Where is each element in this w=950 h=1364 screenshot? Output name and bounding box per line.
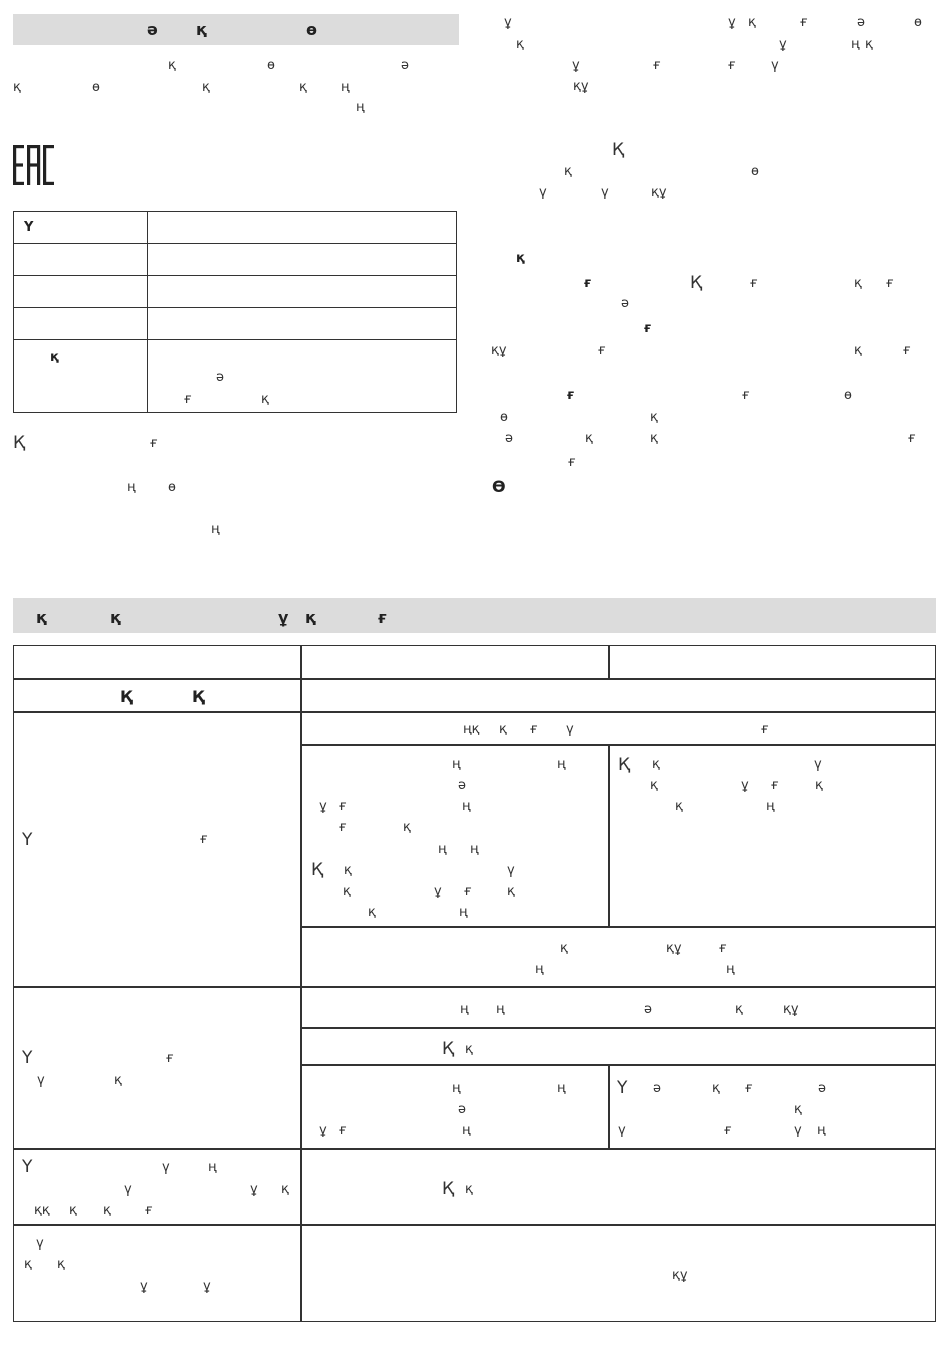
section-header-band (13, 598, 936, 633)
glyph: ң (127, 480, 136, 495)
glyph: ұ (572, 58, 580, 73)
glyph: қ (114, 1073, 122, 1088)
glyph: ң (341, 80, 350, 95)
glyph: қ (465, 1042, 473, 1057)
glyph: ғ (584, 276, 592, 291)
glyph: ң (557, 1081, 566, 1096)
eac-logo-icon (13, 145, 55, 185)
glyph: ә (653, 1081, 661, 1096)
glyph: Қ (690, 273, 703, 293)
header-glyph: қ (305, 608, 316, 627)
glyph: қ (465, 1182, 473, 1197)
glyph: ү (618, 1123, 626, 1138)
spec-label: Ү (24, 220, 34, 235)
glyph: ң (766, 799, 775, 814)
glyph: ү (601, 185, 609, 200)
glyph: ғ (728, 58, 736, 73)
glyph: Ү (22, 1048, 33, 1068)
glyph: қ (403, 820, 411, 835)
glyph: қ (507, 884, 515, 899)
glyph: қ (585, 431, 593, 446)
glyph: ңқ (463, 722, 480, 737)
glyph: құ (783, 1002, 799, 1017)
glyph: ғ (750, 276, 758, 291)
glyph: Қ (13, 433, 26, 453)
glyph: ө (914, 15, 922, 30)
glyph: қ (202, 80, 210, 95)
glyph: ө (751, 164, 759, 179)
glyph: ғ (745, 1081, 753, 1096)
glyph: қ (815, 778, 823, 793)
glyph: ғ (339, 820, 347, 835)
glyph: ғ (771, 778, 779, 793)
glyph: ғ (742, 388, 750, 403)
glyph: қ (652, 757, 660, 772)
glyph: ң (726, 962, 735, 977)
glyph: Қ (120, 687, 133, 706)
glyph: қ (516, 37, 524, 52)
header-glyph: ә (147, 20, 158, 39)
header-glyph: ұ (278, 608, 289, 627)
glyph: ү (507, 863, 515, 878)
glyph: құ (491, 343, 507, 358)
spec-value-cell (148, 276, 457, 308)
glyph: құ (573, 79, 589, 94)
glyph: ә (458, 778, 466, 793)
glyph: ғ (598, 343, 606, 358)
glyph: ө (844, 388, 852, 403)
glyph: Ү (22, 1157, 33, 1177)
glyph: ғ (886, 276, 894, 291)
glyph: ү (566, 722, 574, 737)
glyph: қ (368, 905, 376, 920)
glyph: ү (539, 185, 547, 200)
glyph: Ү (617, 1078, 628, 1098)
glyph: қ (13, 80, 21, 95)
spec-label-cell (14, 212, 148, 244)
glyph: ұ (319, 1123, 327, 1138)
glyph: ұ (319, 799, 327, 814)
glyph: қ (650, 778, 658, 793)
glyph: ң (535, 962, 544, 977)
header-glyph: қ (36, 608, 47, 627)
glyph: ү (36, 1236, 44, 1251)
glyph: ә (216, 370, 224, 385)
glyph: қ (103, 1203, 111, 1218)
spec-value-cell (148, 340, 457, 413)
glyph: қ (499, 722, 507, 737)
glyph: ғ (339, 799, 347, 814)
glyph: қ (865, 37, 873, 52)
spec-label: қ (50, 350, 59, 365)
spec-value-cell (148, 308, 457, 340)
glyph: ң (452, 757, 461, 772)
glyph: қ (650, 410, 658, 425)
glyph: қ (854, 276, 862, 291)
glyph: ң (460, 1002, 469, 1017)
glyph: ә (818, 1081, 826, 1096)
glyph: ө (267, 58, 275, 73)
glyph: қ (560, 941, 568, 956)
glyph: ң (462, 799, 471, 814)
glyph: құ (672, 1268, 688, 1283)
glyph: қ (564, 164, 572, 179)
glyph: ұ (434, 884, 442, 899)
glyph: қ (854, 343, 862, 358)
glyph: ң (208, 1160, 217, 1175)
glyph: ә (644, 1002, 652, 1017)
glyph: ғ (908, 431, 916, 446)
glyph: қ (69, 1203, 77, 1218)
glyph: Қ (311, 860, 324, 880)
glyph: ғ (653, 58, 661, 73)
glyph: ң (211, 522, 220, 537)
glyph: ү (162, 1160, 170, 1175)
glyph: ғ (800, 15, 808, 30)
glyph: ұ (728, 15, 736, 30)
glyph: ғ (644, 321, 652, 336)
glyph: қ (261, 392, 269, 407)
glyph: ғ (530, 722, 538, 737)
spec-label-cell (14, 340, 148, 413)
glyph: ә (621, 296, 629, 311)
glyph: ү (794, 1123, 802, 1138)
glyph: қ (712, 1081, 720, 1096)
glyph: ә (458, 1102, 466, 1117)
glyph: ү (37, 1073, 45, 1088)
glyph: Ү (22, 830, 33, 850)
header-glyph: ө (306, 20, 317, 39)
glyph: Ө (492, 477, 506, 496)
glyph: ғ (568, 455, 576, 470)
glyph: ә (505, 431, 513, 446)
spec-value-cell (148, 244, 457, 276)
glyph: ғ (903, 343, 911, 358)
glyph: ұ (250, 1182, 258, 1197)
glyph: ң (470, 842, 479, 857)
glyph: ө (500, 410, 508, 425)
glyph: Қ (192, 687, 205, 706)
glyph: ү (814, 757, 822, 772)
glyph: ң (817, 1123, 826, 1138)
spec-label-cell (14, 244, 148, 276)
glyph: ә (401, 58, 409, 73)
glyph: қ (168, 58, 176, 73)
glyph: ққ (34, 1203, 50, 1218)
glyph: ғ (719, 941, 727, 956)
glyph: ғ (464, 884, 472, 899)
glyph: ң (851, 37, 860, 52)
spec-value-cell (148, 212, 457, 244)
glyph: құ (651, 185, 667, 200)
glyph: ұ (741, 778, 749, 793)
glyph: ғ (166, 1051, 174, 1066)
glyph: қ (299, 80, 307, 95)
glyph: ө (168, 480, 176, 495)
glyph: ә (857, 15, 865, 30)
glyph: қ (57, 1257, 65, 1272)
glyph: қ (794, 1102, 802, 1117)
glyph: ғ (200, 832, 208, 847)
glyph: ғ (724, 1123, 732, 1138)
glyph: құ (666, 941, 682, 956)
glyph: ұ (779, 37, 787, 52)
glyph: ң (452, 1081, 461, 1096)
glyph: ң (438, 842, 447, 857)
header-glyph: қ (196, 20, 207, 39)
glyph: қ (735, 1002, 743, 1017)
glyph: ғ (761, 722, 769, 737)
glyph: ң (459, 905, 468, 920)
glyph: қ (516, 251, 525, 266)
glyph: қ (748, 15, 756, 30)
glyph: ү (124, 1182, 132, 1197)
glyph: қ (675, 799, 683, 814)
glyph: ғ (567, 388, 575, 403)
glyph: ғ (150, 436, 158, 451)
glyph: ғ (145, 1203, 153, 1218)
glyph: қ (650, 431, 658, 446)
glyph: қ (281, 1182, 289, 1197)
glyph: ғ (184, 392, 192, 407)
glyph: ұ (203, 1279, 211, 1294)
glyph: қ (24, 1257, 32, 1272)
glyph: ө (92, 80, 100, 95)
glyph: ғ (339, 1123, 347, 1138)
glyph: Қ (612, 140, 625, 160)
glyph: ұ (504, 15, 512, 30)
header-glyph: ғ (378, 608, 387, 627)
glyph: Қ (442, 1179, 455, 1199)
spec-label-cell (14, 276, 148, 308)
glyph: Қ (442, 1039, 455, 1059)
header-glyph: қ (110, 608, 121, 627)
section-header-band (13, 14, 459, 45)
glyph: қ (344, 863, 352, 878)
spec-label-cell (14, 308, 148, 340)
glyph: Қ (618, 755, 631, 775)
glyph: ң (557, 757, 566, 772)
spec-table (13, 211, 457, 413)
glyph: ұ (140, 1279, 148, 1294)
glyph: ң (356, 100, 365, 115)
glyph: ң (462, 1123, 471, 1138)
glyph: ң (496, 1002, 505, 1017)
glyph: қ (343, 884, 351, 899)
glyph: ү (771, 58, 779, 73)
